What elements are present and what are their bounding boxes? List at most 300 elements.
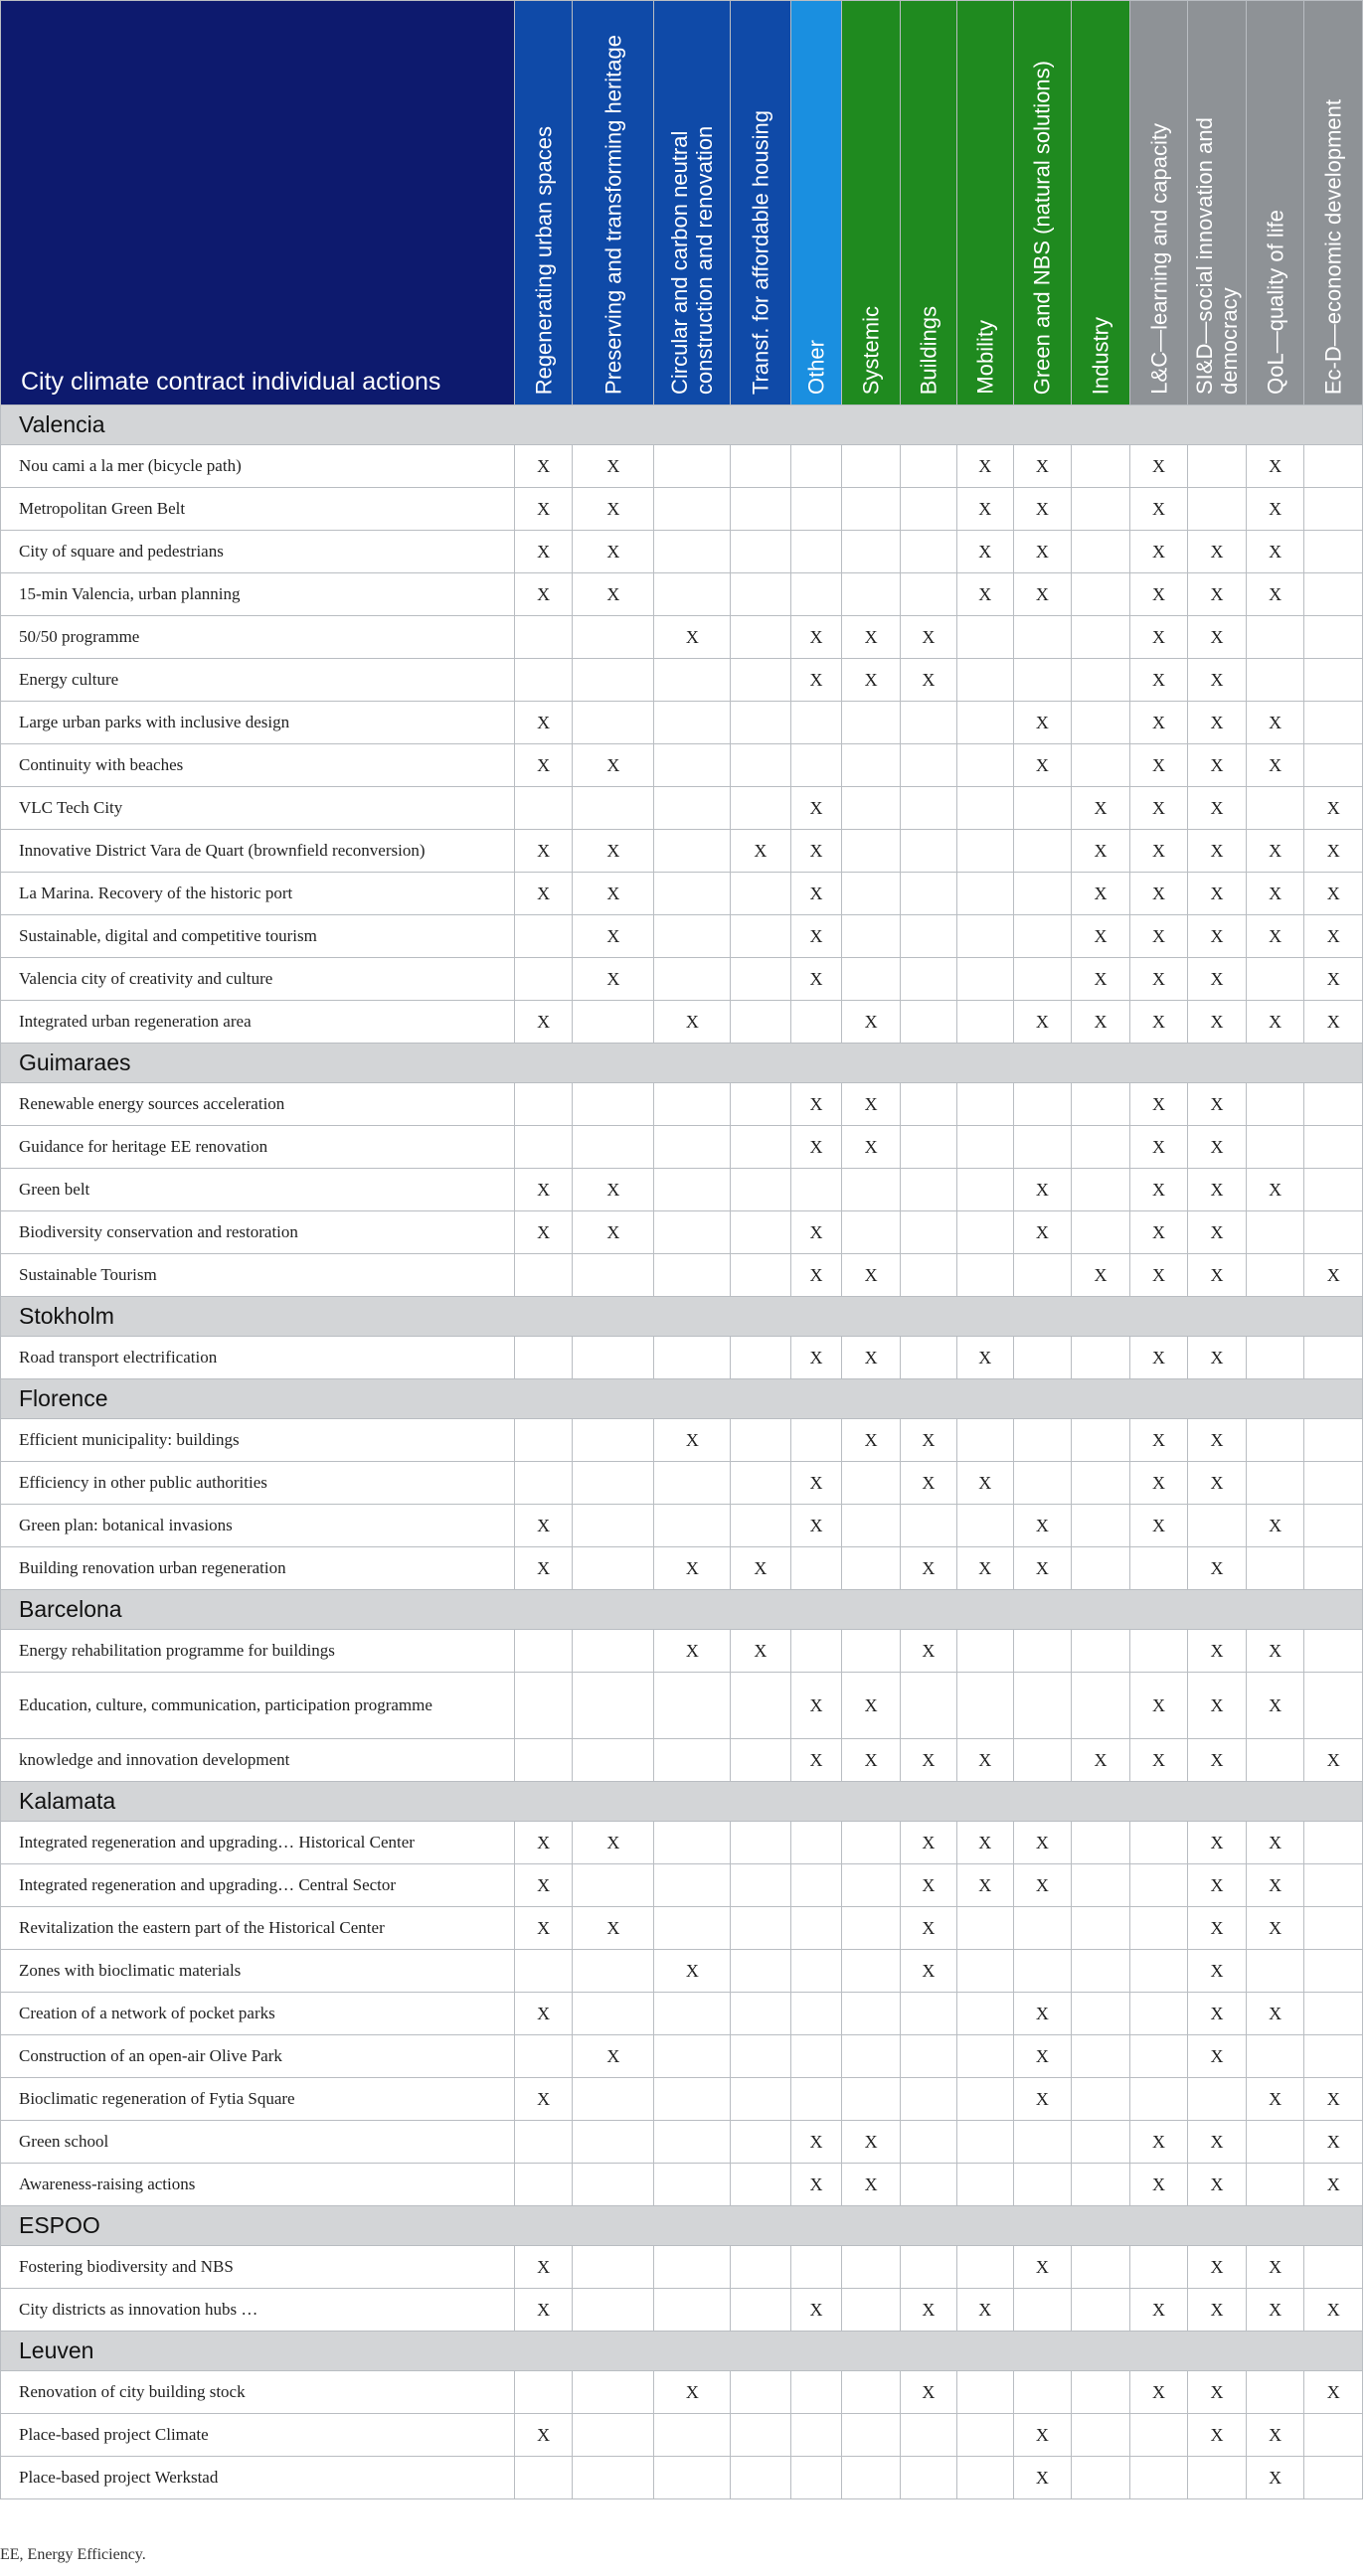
- mark-cell: [790, 1907, 842, 1950]
- column-header: [1188, 1, 1247, 405]
- mark-cell: [731, 1337, 790, 1379]
- mark-cell: [900, 2414, 956, 2457]
- city-group-row: [1, 1590, 1363, 1630]
- mark-cell: [731, 2246, 790, 2289]
- mark-cell: X: [790, 830, 842, 873]
- mark-cell: [790, 2414, 842, 2457]
- mark-cell: [731, 1739, 790, 1782]
- mark-cell: [514, 915, 573, 958]
- mark-cell: [842, 1630, 901, 1673]
- mark-cell: [573, 1462, 654, 1505]
- mark-cell: X: [1013, 1505, 1072, 1547]
- mark-cell: X: [842, 1001, 901, 1044]
- mark-cell: [956, 1211, 1013, 1254]
- mark-cell: [842, 1505, 901, 1547]
- mark-cell: [842, 1547, 901, 1590]
- mark-cell: [900, 2457, 956, 2499]
- mark-cell: [731, 1211, 790, 1254]
- column-header-label: SI&D—social innovation and democracy: [1192, 117, 1243, 395]
- mark-cell: [731, 702, 790, 744]
- mark-cell: X: [1188, 1822, 1247, 1864]
- mark-cell: [1013, 2121, 1072, 2164]
- mark-cell: [654, 2289, 731, 2332]
- mark-cell: [514, 1419, 573, 1462]
- mark-cell: [731, 1083, 790, 1126]
- column-header: [956, 1, 1013, 405]
- table-row: [1, 573, 1363, 616]
- mark-cell: X: [1246, 2457, 1304, 2499]
- city-group-row: [1, 1044, 1363, 1083]
- mark-cell: [514, 2121, 573, 2164]
- mark-cell: [1246, 616, 1304, 659]
- action-name: Innovative District Vara de Quart (brownfield reconversion): [1, 830, 515, 873]
- mark-cell: [1304, 1993, 1363, 2035]
- mark-cell: X: [1304, 2078, 1363, 2121]
- mark-cell: [842, 873, 901, 915]
- mark-cell: [1072, 2371, 1130, 2414]
- mark-cell: [731, 1505, 790, 1547]
- mark-cell: [1304, 702, 1363, 744]
- mark-cell: X: [1129, 2164, 1188, 2206]
- action-name: Green school: [1, 2121, 515, 2164]
- mark-cell: [1246, 1950, 1304, 1993]
- mark-cell: [731, 1993, 790, 2035]
- mark-cell: [956, 1630, 1013, 1673]
- mark-cell: [731, 2078, 790, 2121]
- mark-cell: X: [1246, 1505, 1304, 1547]
- column-header: [790, 1, 842, 405]
- mark-cell: [573, 2164, 654, 2206]
- mark-cell: [1072, 744, 1130, 787]
- mark-cell: X: [1304, 915, 1363, 958]
- mark-cell: [956, 1993, 1013, 2035]
- mark-cell: X: [842, 1673, 901, 1739]
- mark-cell: X: [514, 1211, 573, 1254]
- mark-cell: X: [654, 1001, 731, 1044]
- mark-cell: [842, 787, 901, 830]
- mark-cell: [1072, 702, 1130, 744]
- action-name: Bioclimatic regeneration of Fytia Square: [1, 2078, 515, 2121]
- mark-cell: X: [1188, 2246, 1247, 2289]
- mark-cell: X: [1188, 1673, 1247, 1739]
- mark-cell: X: [900, 1822, 956, 1864]
- mark-cell: X: [1188, 1907, 1247, 1950]
- column-header-label: Other: [803, 339, 829, 395]
- mark-cell: X: [1188, 659, 1247, 702]
- mark-cell: [654, 659, 731, 702]
- mark-cell: X: [900, 1419, 956, 1462]
- mark-cell: X: [790, 1083, 842, 1126]
- mark-cell: [842, 445, 901, 488]
- action-name: Awareness-raising actions: [1, 2164, 515, 2206]
- mark-cell: [790, 1822, 842, 1864]
- mark-cell: [731, 2164, 790, 2206]
- mark-cell: [1304, 1630, 1363, 1673]
- mark-cell: X: [790, 616, 842, 659]
- mark-cell: [654, 1864, 731, 1907]
- mark-cell: [842, 2289, 901, 2332]
- mark-cell: [731, 2035, 790, 2078]
- mark-cell: [956, 2035, 1013, 2078]
- mark-cell: [654, 2121, 731, 2164]
- mark-cell: [654, 787, 731, 830]
- city-name: Kalamata: [1, 1782, 1363, 1822]
- table-row: [1, 1993, 1363, 2035]
- mark-cell: X: [731, 830, 790, 873]
- mark-cell: [956, 2246, 1013, 2289]
- mark-cell: X: [790, 958, 842, 1001]
- mark-cell: [1246, 1083, 1304, 1126]
- table-row: [1, 445, 1363, 488]
- mark-cell: X: [1013, 702, 1072, 744]
- mark-cell: [790, 2371, 842, 2414]
- mark-cell: X: [956, 445, 1013, 488]
- mark-cell: X: [1129, 616, 1188, 659]
- table-row: [1, 1462, 1363, 1505]
- mark-cell: [573, 2078, 654, 2121]
- mark-cell: [731, 787, 790, 830]
- mark-cell: X: [514, 744, 573, 787]
- column-header: [1246, 1, 1304, 405]
- mark-cell: [1129, 1907, 1188, 1950]
- mark-cell: [1304, 1211, 1363, 1254]
- mark-cell: [514, 1462, 573, 1505]
- mark-cell: [514, 2035, 573, 2078]
- table-row: [1, 1739, 1363, 1782]
- mark-cell: [514, 1630, 573, 1673]
- table-row: [1, 2371, 1363, 2414]
- mark-cell: [1304, 1083, 1363, 1126]
- mark-cell: X: [514, 488, 573, 531]
- mark-cell: [1072, 1673, 1130, 1739]
- mark-cell: [1072, 1126, 1130, 1169]
- mark-cell: X: [790, 1462, 842, 1505]
- mark-cell: [1072, 1822, 1130, 1864]
- mark-cell: X: [790, 1337, 842, 1379]
- table-row: [1, 1083, 1363, 1126]
- mark-cell: X: [956, 531, 1013, 573]
- mark-cell: [1072, 2121, 1130, 2164]
- mark-cell: X: [654, 2371, 731, 2414]
- mark-cell: [654, 2078, 731, 2121]
- mark-cell: [1304, 659, 1363, 702]
- mark-cell: X: [1246, 2414, 1304, 2457]
- mark-cell: X: [1246, 830, 1304, 873]
- mark-cell: [956, 830, 1013, 873]
- mark-cell: X: [1246, 1630, 1304, 1673]
- mark-cell: [956, 1083, 1013, 1126]
- mark-cell: [956, 1001, 1013, 1044]
- mark-cell: X: [1013, 488, 1072, 531]
- mark-cell: [1304, 2246, 1363, 2289]
- mark-cell: X: [790, 2289, 842, 2332]
- mark-cell: X: [1013, 744, 1072, 787]
- mark-cell: [1072, 1083, 1130, 1126]
- mark-cell: X: [1188, 531, 1247, 573]
- mark-cell: [514, 958, 573, 1001]
- mark-cell: X: [1246, 1822, 1304, 1864]
- mark-cell: [654, 1337, 731, 1379]
- mark-cell: X: [514, 873, 573, 915]
- mark-cell: [514, 2457, 573, 2499]
- mark-cell: X: [790, 1254, 842, 1297]
- mark-cell: X: [956, 573, 1013, 616]
- mark-cell: X: [1304, 958, 1363, 1001]
- mark-cell: [573, 659, 654, 702]
- mark-cell: [790, 488, 842, 531]
- mark-cell: [654, 1169, 731, 1211]
- column-header-label: Systemic: [858, 305, 884, 395]
- city-group-row: [1, 2332, 1363, 2371]
- mark-cell: X: [842, 2164, 901, 2206]
- mark-cell: [790, 1169, 842, 1211]
- mark-cell: [731, 2457, 790, 2499]
- mark-cell: [956, 1673, 1013, 1739]
- mark-cell: X: [1013, 2078, 1072, 2121]
- mark-cell: X: [900, 2289, 956, 2332]
- mark-cell: [654, 2035, 731, 2078]
- mark-cell: [514, 1337, 573, 1379]
- mark-cell: [1013, 1673, 1072, 1739]
- mark-cell: X: [1013, 1547, 1072, 1590]
- mark-cell: X: [654, 1630, 731, 1673]
- mark-cell: X: [900, 1950, 956, 1993]
- mark-cell: X: [1188, 1950, 1247, 1993]
- action-name: Sustainable Tourism: [1, 1254, 515, 1297]
- mark-cell: X: [1013, 1211, 1072, 1254]
- mark-cell: X: [1246, 531, 1304, 573]
- table-row: [1, 616, 1363, 659]
- mark-cell: [1246, 659, 1304, 702]
- action-name: Renewable energy sources acceleration: [1, 1083, 515, 1126]
- mark-cell: [654, 1211, 731, 1254]
- mark-cell: X: [956, 1739, 1013, 1782]
- table-row: [1, 702, 1363, 744]
- action-name: Efficient municipality: buildings: [1, 1419, 515, 1462]
- mark-cell: [573, 1419, 654, 1462]
- mark-cell: X: [956, 1547, 1013, 1590]
- mark-cell: X: [1129, 1462, 1188, 1505]
- mark-cell: [1188, 1505, 1247, 1547]
- mark-cell: [573, 1254, 654, 1297]
- mark-cell: X: [1246, 573, 1304, 616]
- mark-cell: X: [1129, 830, 1188, 873]
- table-row: [1, 2414, 1363, 2457]
- column-header-label: L&C—learning and capacity: [1146, 123, 1171, 395]
- mark-cell: X: [1129, 702, 1188, 744]
- mark-cell: [654, 744, 731, 787]
- mark-cell: [900, 744, 956, 787]
- mark-cell: X: [1129, 873, 1188, 915]
- mark-cell: X: [514, 1993, 573, 2035]
- mark-cell: [731, 1126, 790, 1169]
- column-header-label: QoL—quality of life: [1263, 210, 1288, 395]
- action-name: Continuity with beaches: [1, 744, 515, 787]
- column-header-label: Preserving and transforming heritage: [600, 35, 626, 395]
- mark-cell: [514, 616, 573, 659]
- mark-cell: [731, 2371, 790, 2414]
- mark-cell: X: [1072, 1254, 1130, 1297]
- mark-cell: [1072, 573, 1130, 616]
- mark-cell: [842, 2414, 901, 2457]
- action-name: City districts as innovation hubs …: [1, 2289, 515, 2332]
- mark-cell: [900, 873, 956, 915]
- mark-cell: [731, 1864, 790, 1907]
- mark-cell: X: [842, 1739, 901, 1782]
- mark-cell: X: [1072, 1001, 1130, 1044]
- mark-cell: [790, 2035, 842, 2078]
- action-name: Valencia city of creativity and culture: [1, 958, 515, 1001]
- mark-cell: X: [1129, 1673, 1188, 1739]
- mark-cell: X: [842, 659, 901, 702]
- action-name: VLC Tech City: [1, 787, 515, 830]
- mark-cell: [1304, 2035, 1363, 2078]
- mark-cell: [573, 2414, 654, 2457]
- mark-cell: [1188, 445, 1247, 488]
- mark-cell: [1304, 488, 1363, 531]
- mark-cell: X: [1188, 1630, 1247, 1673]
- mark-cell: X: [1129, 1337, 1188, 1379]
- mark-cell: [573, 1993, 654, 2035]
- mark-cell: X: [1304, 830, 1363, 873]
- mark-cell: X: [1188, 2121, 1247, 2164]
- city-name: Leuven: [1, 2332, 1363, 2371]
- mark-cell: X: [790, 787, 842, 830]
- mark-cell: [956, 873, 1013, 915]
- mark-cell: [900, 958, 956, 1001]
- mark-cell: X: [1304, 2121, 1363, 2164]
- mark-cell: X: [1072, 873, 1130, 915]
- mark-cell: X: [956, 488, 1013, 531]
- mark-cell: [1072, 1505, 1130, 1547]
- mark-cell: X: [654, 1419, 731, 1462]
- mark-cell: [1129, 2414, 1188, 2457]
- mark-cell: X: [514, 573, 573, 616]
- mark-cell: X: [654, 616, 731, 659]
- mark-cell: [900, 1169, 956, 1211]
- mark-cell: [956, 2164, 1013, 2206]
- mark-cell: X: [573, 2035, 654, 2078]
- action-name: Sustainable, digital and competitive tourism: [1, 915, 515, 958]
- table-row: [1, 1673, 1363, 1739]
- mark-cell: [1072, 488, 1130, 531]
- mark-cell: [573, 1337, 654, 1379]
- mark-cell: X: [1013, 531, 1072, 573]
- action-name: Biodiversity conservation and restoration: [1, 1211, 515, 1254]
- mark-cell: X: [1188, 1169, 1247, 1211]
- table-row: [1, 1864, 1363, 1907]
- mark-cell: X: [1129, 1254, 1188, 1297]
- mark-cell: [1246, 2035, 1304, 2078]
- column-header-label: Buildings: [916, 305, 941, 395]
- mark-cell: X: [1188, 702, 1247, 744]
- mark-cell: [956, 1907, 1013, 1950]
- action-name: Place-based project Werkstad: [1, 2457, 515, 2499]
- action-name: Fostering biodiversity and NBS: [1, 2246, 515, 2289]
- mark-cell: [573, 1950, 654, 1993]
- mark-cell: [1013, 2164, 1072, 2206]
- mark-cell: X: [1304, 1254, 1363, 1297]
- column-header: [1129, 1, 1188, 405]
- mark-cell: [1304, 1419, 1363, 1462]
- action-name: 50/50 programme: [1, 616, 515, 659]
- mark-cell: X: [1188, 2414, 1247, 2457]
- mark-cell: [1072, 2289, 1130, 2332]
- mark-cell: [956, 1419, 1013, 1462]
- mark-cell: X: [1013, 1864, 1072, 1907]
- action-name: Renovation of city building stock: [1, 2371, 515, 2414]
- action-name: Green belt: [1, 1169, 515, 1211]
- mark-cell: [1013, 1126, 1072, 1169]
- mark-cell: [1072, 1950, 1130, 1993]
- mark-cell: [900, 1337, 956, 1379]
- mark-cell: X: [1013, 2414, 1072, 2457]
- mark-cell: X: [1072, 1739, 1130, 1782]
- mark-cell: [1072, 1419, 1130, 1462]
- mark-cell: X: [900, 616, 956, 659]
- mark-cell: [1246, 958, 1304, 1001]
- table-row: [1, 915, 1363, 958]
- column-header: [514, 1, 573, 405]
- mark-cell: [1072, 1462, 1130, 1505]
- action-name: Green plan: botanical invasions: [1, 1505, 515, 1547]
- mark-cell: [1013, 1254, 1072, 1297]
- mark-cell: [790, 702, 842, 744]
- mark-cell: X: [1129, 1083, 1188, 1126]
- mark-cell: X: [1013, 2246, 1072, 2289]
- mark-cell: X: [1246, 702, 1304, 744]
- mark-cell: [1072, 2414, 1130, 2457]
- mark-cell: X: [842, 1126, 901, 1169]
- action-name: knowledge and innovation development: [1, 1739, 515, 1782]
- mark-cell: [900, 1083, 956, 1126]
- mark-cell: X: [1188, 1083, 1247, 1126]
- mark-cell: [956, 915, 1013, 958]
- mark-cell: X: [1129, 958, 1188, 1001]
- mark-cell: [956, 1126, 1013, 1169]
- mark-cell: X: [573, 744, 654, 787]
- mark-cell: X: [1188, 2371, 1247, 2414]
- mark-cell: [514, 1739, 573, 1782]
- mark-cell: X: [1129, 2121, 1188, 2164]
- mark-cell: [956, 2371, 1013, 2414]
- mark-cell: [900, 1505, 956, 1547]
- table-row: [1, 1254, 1363, 1297]
- mark-cell: [1246, 2164, 1304, 2206]
- mark-cell: [1072, 2164, 1130, 2206]
- mark-cell: [1246, 1419, 1304, 1462]
- mark-cell: [654, 531, 731, 573]
- mark-cell: [731, 1950, 790, 1993]
- mark-cell: X: [1072, 915, 1130, 958]
- mark-cell: X: [1188, 1993, 1247, 2035]
- table-row: [1, 1950, 1363, 1993]
- table-row: [1, 744, 1363, 787]
- table-row: [1, 958, 1363, 1001]
- mark-cell: X: [1188, 1864, 1247, 1907]
- mark-cell: [790, 744, 842, 787]
- mark-cell: [1246, 787, 1304, 830]
- mark-cell: X: [1013, 1822, 1072, 1864]
- mark-cell: X: [1129, 1169, 1188, 1211]
- mark-cell: X: [1188, 873, 1247, 915]
- mark-cell: [790, 1864, 842, 1907]
- city-name: Florence: [1, 1379, 1363, 1419]
- mark-cell: [731, 958, 790, 1001]
- table-row: [1, 1907, 1363, 1950]
- mark-cell: [900, 1993, 956, 2035]
- mark-cell: [731, 445, 790, 488]
